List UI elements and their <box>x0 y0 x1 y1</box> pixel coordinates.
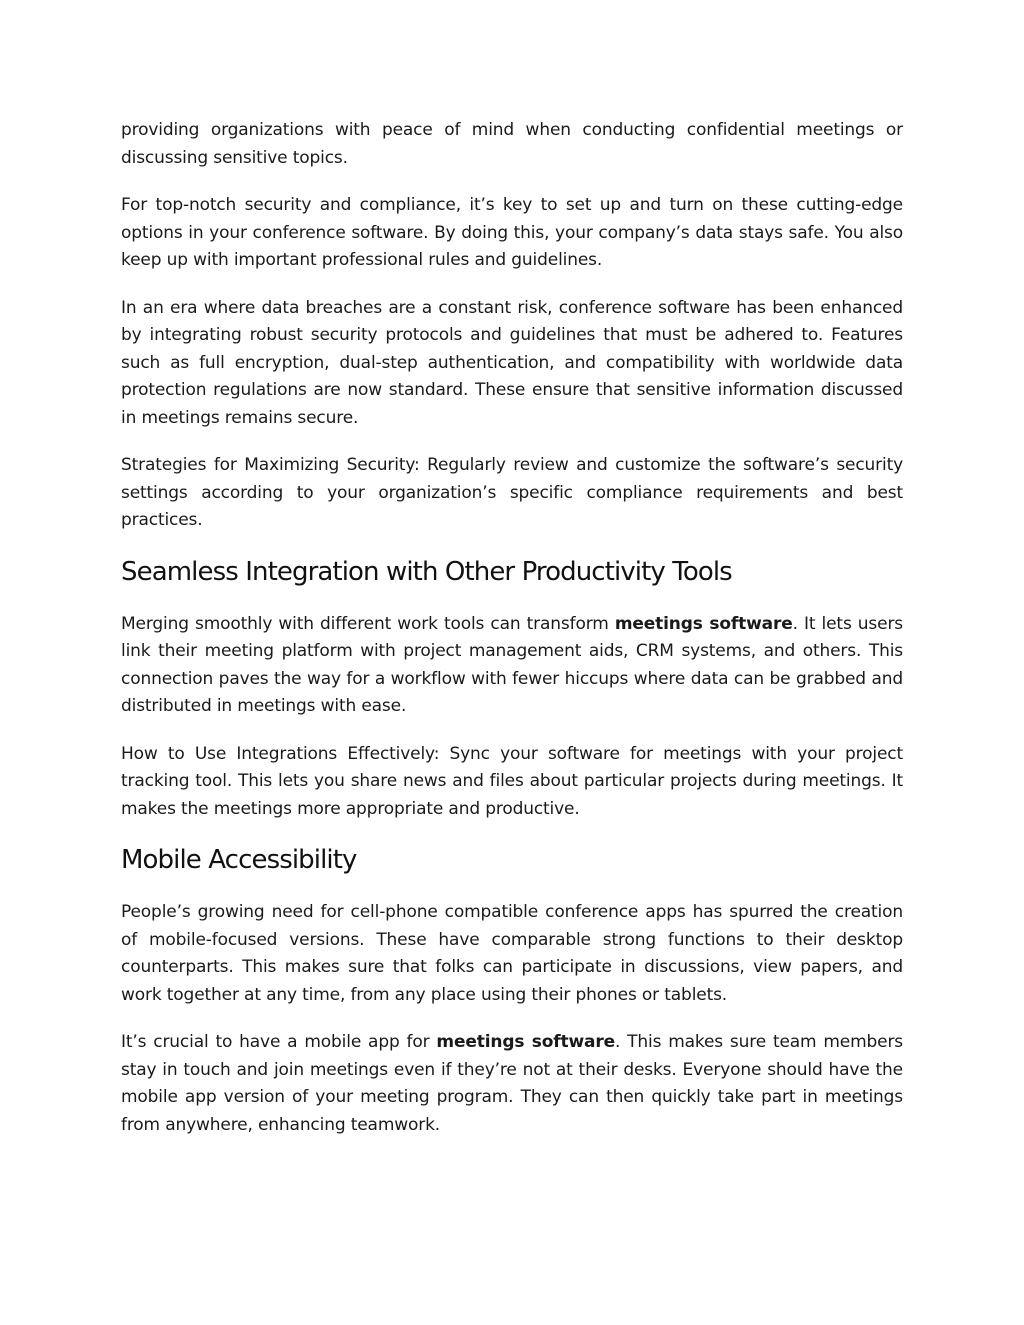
text-run: Merging smoothly with different work tools can transform <box>121 613 615 634</box>
paragraph-integration-howto: How to Use Integrations Effectively: Sync your software for meetings with your project tracking tool. This lets you share news and files about particular projects during meetings. It makes the meetings more appropriate and productive. <box>121 743 903 819</box>
document-page <box>121 117 903 1159</box>
paragraph-security-intro: providing organizations with peace of mind when conducting confidential meetings or discussing sensitive topics. <box>121 120 903 168</box>
paragraph-security-strategies: Strategies for Maximizing Security: Regularly review and customize the software’s security settings according to your organization’s specific compliance requirements and best practices. <box>121 455 903 530</box>
text-run: . This makes sure team members stay in touch and join meetings even if they’re not at their desks. Everyone should have the mobile app version of your meeting program. They can then quickly take part in meetings from anywhere, enhancing teamwork. <box>121 1032 903 1135</box>
paragraph-mobile-need: People’s growing need for cell-phone compatible conference apps has spurred the creation of mobile-focused versions. These have comparable strong functions to their desktop counterparts. This makes sure that folks can participate in discussions, view papers, and work together at any time, from any place using their phones or tablets. <box>121 902 903 1005</box>
heading-mobile-accessibility: Mobile Accessibility <box>121 845 357 875</box>
paragraph-integration-merging <box>121 611 903 721</box>
paragraph-data-breaches: In an era where data breaches are a constant risk, conference software has been enhanced by integrating robust security protocols and guidelines that must be adhered to. Features such as full encryption, dual-step authentication, and compatibility with worldwide data protection regulations are now standard. These ensure that sensitive information discussed in meetings remains secure. <box>121 297 903 428</box>
paragraph-security-compliance: For top-notch security and compliance, it’s key to set up and turn on these cutting-edge options in your conference software. By doing this, your company’s data stays safe. You also keep up with important professional rules and guidelines. <box>121 195 903 270</box>
text-run: . It lets users link their meeting platform with project management aids, CRM systems, and others. This connection paves the way for a workflow with fewer hiccups where data can be grabbed and distributed in meetings with ease. <box>121 613 903 716</box>
paragraph-mobile-app <box>121 1029 903 1139</box>
keyword-meetings-software-link: meetings software <box>436 1032 615 1052</box>
keyword-meetings-software-link: meetings software <box>614 613 793 634</box>
heading-seamless-integration: Seamless Integration with Other Productivity Tools <box>121 556 732 587</box>
text-run: It’s crucial to have a mobile app for <box>121 1032 437 1052</box>
